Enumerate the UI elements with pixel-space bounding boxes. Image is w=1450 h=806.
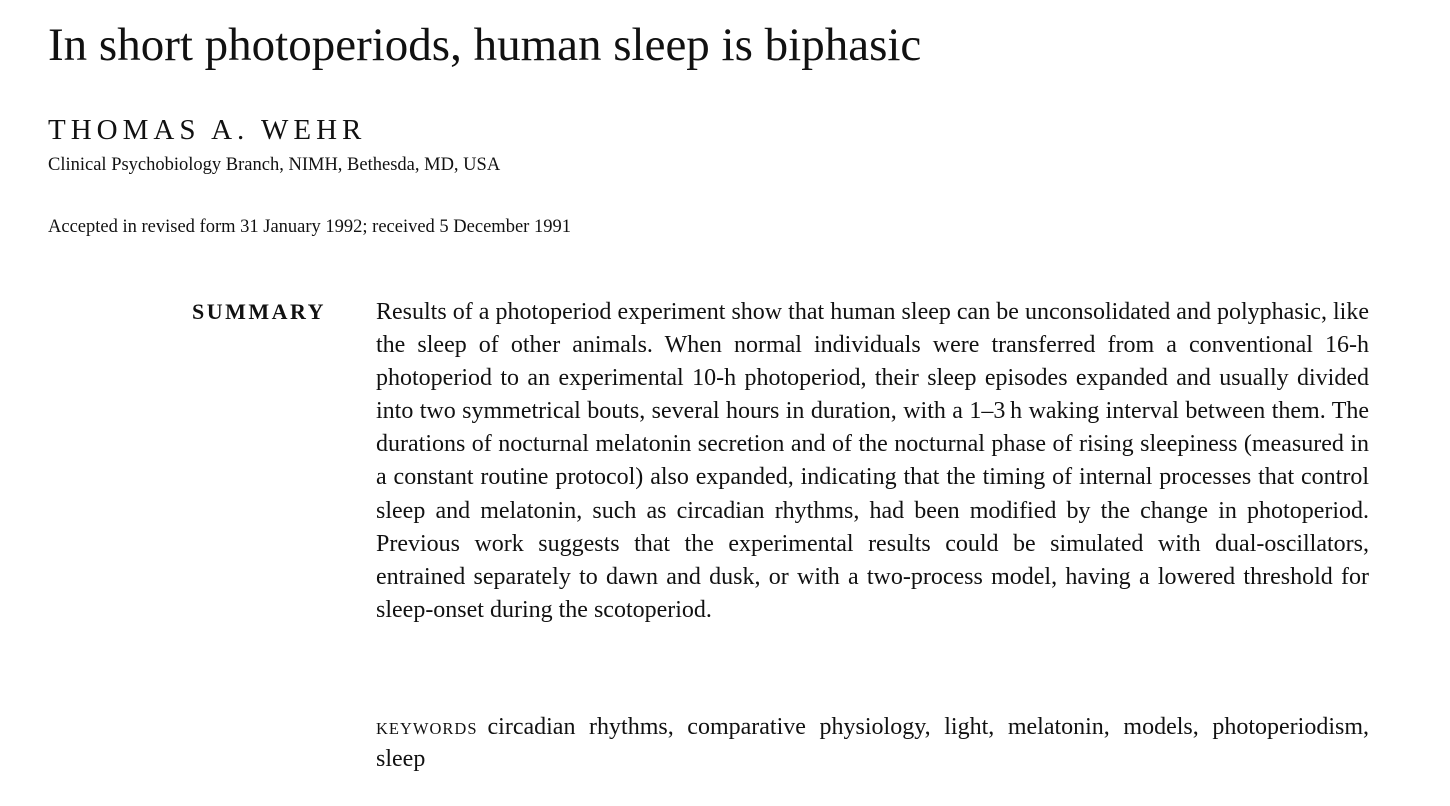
submission-dates: Accepted in revised form 31 January 1992; received 5 December 1991	[48, 217, 571, 237]
summary-heading: SUMMARY	[192, 299, 327, 324]
keywords-list: circadian rhythms, comparative physiology, light, melatonin, models, photoperiodism, sleep	[376, 714, 1369, 772]
summary-text: Results of a photoperiod experiment show that human sleep can be unconsolidated and polyphasic, like the sleep of other animals. When normal individuals were transferred from a conventional 16-h photoperiod to an experimental 10-h photoperiod, their sleep episodes expanded and usually divided into two symmetrical bouts, several hours in duration, with a 1–3 h waking interval between them. The durations of nocturnal melatonin secretion and of the nocturnal phase of rising sleepiness (measured in a constant routine protocol) also expanded, indicating that the timing of internal processes that control sleep and melatonin, such as circadian rhythms, had been modified by the change in photoperiod. Previous work suggests that the experimental results could be simulated with dual-oscillators, entrained separately to dawn and dusk, or with a two-process model, having a lowered threshold for sleep-onset during the scotoperiod.	[376, 299, 1369, 623]
author-name: THOMAS A. WEHR	[48, 114, 367, 146]
keywords-block	[376, 712, 1369, 775]
author-affiliation: Clinical Psychobiology Branch, NIMH, Bethesda, MD, USA	[48, 155, 501, 175]
keywords-label: KEYWORDS	[376, 719, 478, 738]
paper-title: In short photoperiods, human sleep is biphasic	[48, 19, 922, 71]
